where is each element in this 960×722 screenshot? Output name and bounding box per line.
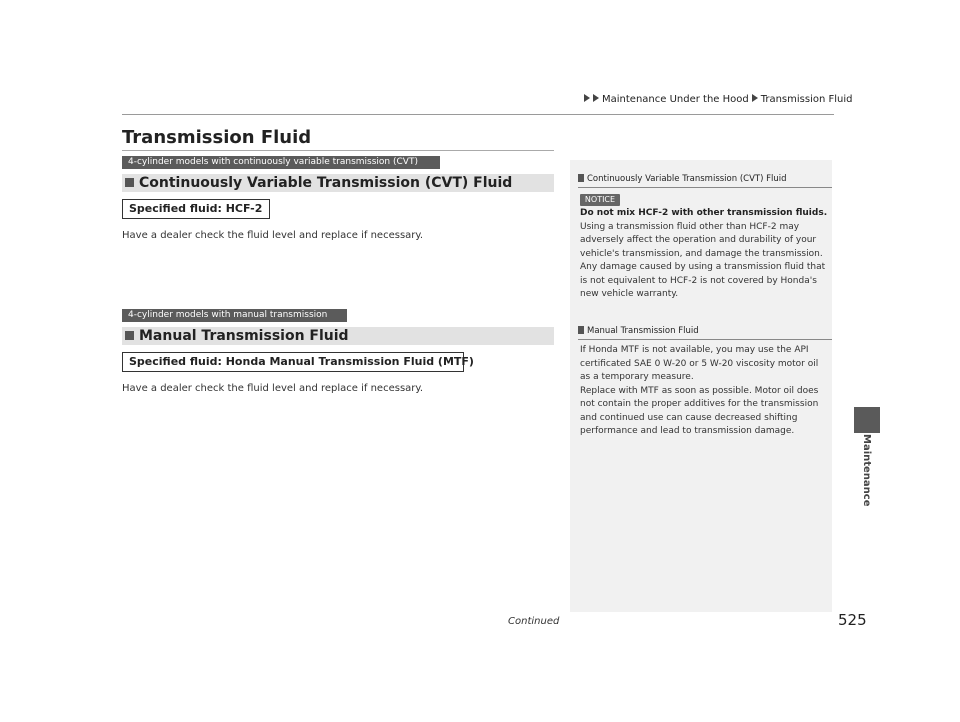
mt-note-heading <box>578 326 832 340</box>
cvt-note-heading <box>578 174 832 188</box>
cvt-specified-fluid-box: Specified fluid: HCF-2 <box>122 199 270 219</box>
header-divider <box>122 114 834 115</box>
cvt-note-warning: Do not mix HCF-2 with other transmission fluids. <box>580 208 828 218</box>
cvt-model-tag: 4-cylinder models with continuously variable transmission (CVT) <box>122 156 440 169</box>
page-number: 525 <box>838 611 867 629</box>
note-marker-icon <box>578 174 584 182</box>
cvt-heading-text: Continuously Variable Transmission (CVT) Fluid <box>139 175 513 191</box>
note-marker-icon <box>578 326 584 334</box>
notice-badge: NOTICE <box>580 194 620 206</box>
manual-body-text: Have a dealer check the fluid level and replace if necessary. <box>122 383 424 394</box>
mt-note-body <box>580 344 830 439</box>
manual-section-heading <box>122 327 554 345</box>
manual-specified-fluid-box: Specified fluid: Honda Manual Transmission Fluid (MTF) <box>122 352 464 372</box>
breadcrumb-arrow-icon <box>752 94 758 102</box>
breadcrumb <box>584 94 853 105</box>
mt-note-text-1: If Honda MTF is not available, you may use the API certificated SAE 0 W-20 or 5 W-20 viscosity motor oil as a temporary measure. <box>580 345 819 382</box>
continued-label: Continued <box>508 616 560 627</box>
manual-heading-text: Manual Transmission Fluid <box>139 328 349 344</box>
chapter-label: Maintenance <box>861 434 872 507</box>
square-bullet-icon <box>125 178 134 187</box>
cvt-note-body <box>580 207 830 302</box>
breadcrumb-arrow-icon <box>593 94 599 102</box>
cvt-note-text: Using a transmission fluid other than HCF-2 may adversely affect the operation and durability of your vehicle's transmission, and damage the transmission. Any damage caused by using a transmission fluid that is not equivalent to HCF-2 is not covered by Honda's new vehicle warranty. <box>580 221 826 299</box>
mt-note-title: Manual Transmission Fluid <box>587 326 699 336</box>
breadcrumb-current: Transmission Fluid <box>760 94 853 105</box>
title-divider <box>122 150 554 151</box>
mt-note-text-2: Replace with MTF as soon as possible. Motor oil does not contain the proper additives for the transmission and continued use can cause decreased shifting performance and lead to transmission damage. <box>580 385 819 436</box>
chapter-tab[interactable] <box>854 407 880 433</box>
breadcrumb-parent[interactable]: Maintenance Under the Hood <box>602 94 749 105</box>
manual-model-tag: 4-cylinder models with manual transmission <box>122 309 347 322</box>
cvt-note-title: Continuously Variable Transmission (CVT) Fluid <box>587 174 787 184</box>
breadcrumb-arrow-icon <box>584 94 590 102</box>
page-title: Transmission Fluid <box>122 127 312 148</box>
cvt-section-heading <box>122 174 554 192</box>
square-bullet-icon <box>125 331 134 340</box>
cvt-body-text: Have a dealer check the fluid level and replace if necessary. <box>122 230 424 241</box>
